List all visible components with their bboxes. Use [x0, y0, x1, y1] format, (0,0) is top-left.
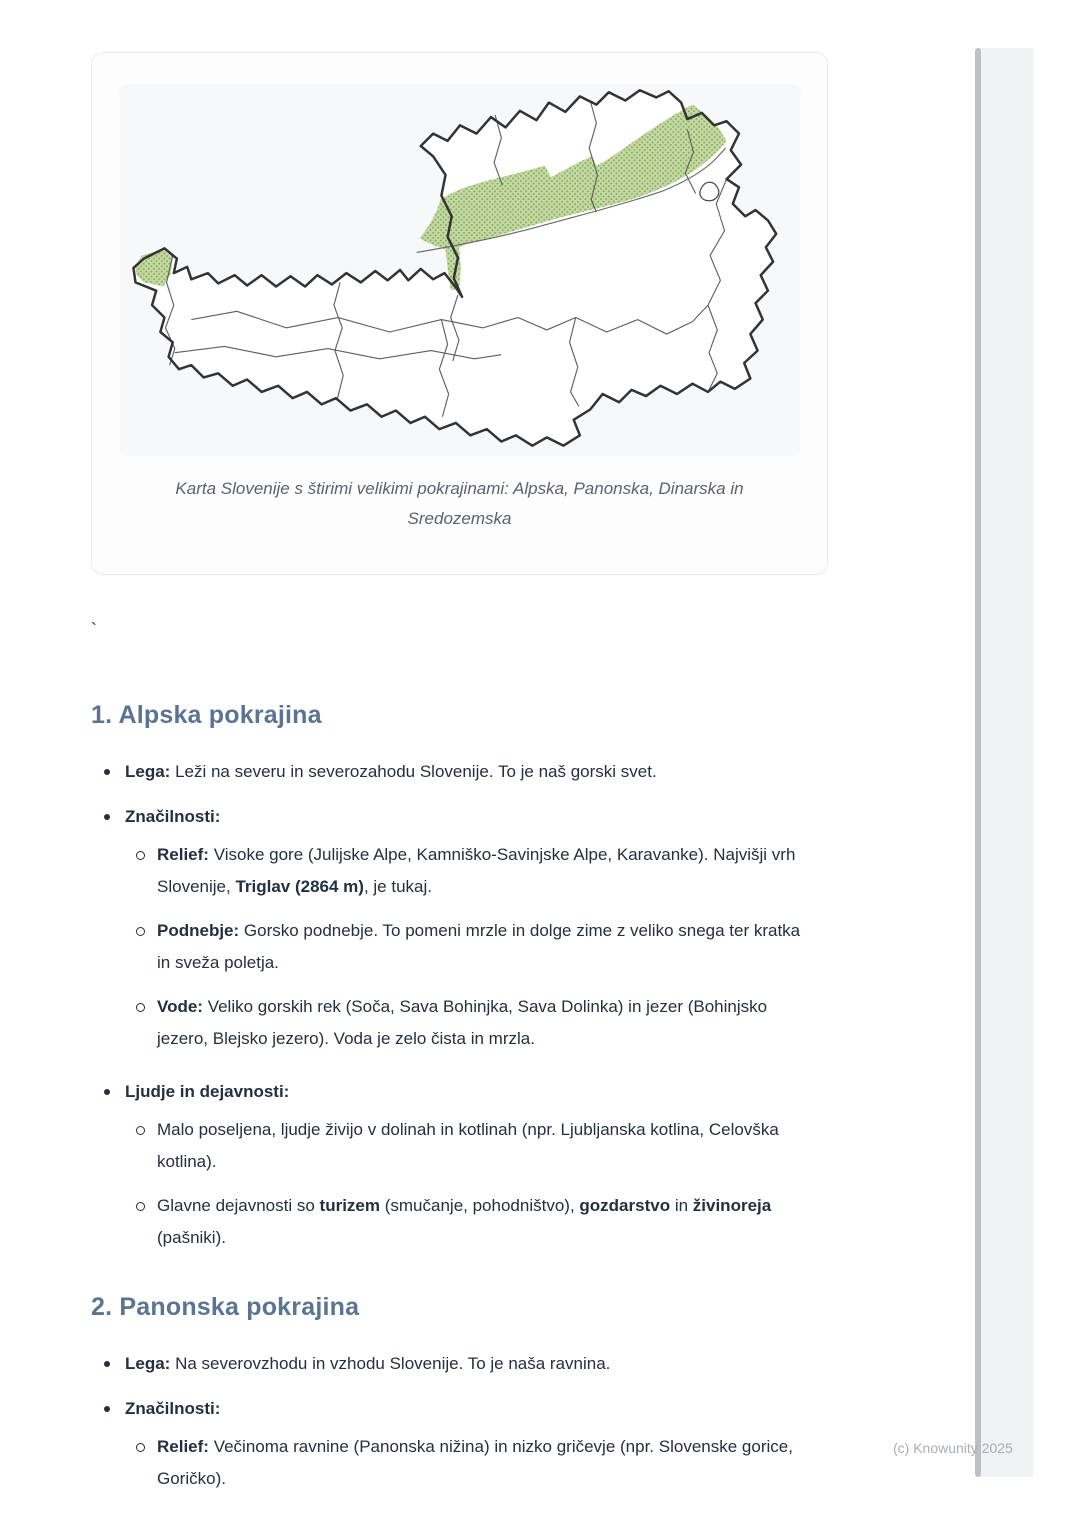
list-item: [91, 1190, 836, 1254]
list-item: [91, 756, 836, 788]
list-item: [91, 1393, 836, 1425]
list-item-text: Značilnosti:: [125, 807, 221, 826]
bullet-circle-icon: [136, 851, 145, 860]
bullet-list: [91, 756, 836, 1254]
list-item-text: Ljudje in dejavnosti:: [125, 1082, 290, 1101]
list-item-text: Glavne dejavnosti so turizem (smučanje, pohodništvo), gozdarstvo in živinoreja (pašniki).: [157, 1196, 772, 1247]
list-item-text: Lega: Na severovzhodu in vzhodu Slovenije. To je naša ravnina.: [125, 1354, 611, 1373]
list-item: [91, 991, 836, 1055]
list-item-text: Lega: Leži na severu in severozahodu Slovenije. To je naš gorski svet.: [125, 762, 657, 781]
list-item: [91, 1431, 836, 1495]
list-item-text: Podnebje: Gorsko podnebje. To pomeni mrzle in dolge zime z veliko snega ter kratka in sveža poletja.: [157, 921, 801, 972]
stray-backtick: `: [91, 620, 97, 640]
side-panel: [978, 48, 1033, 1477]
bullet-circle-icon: [136, 1443, 145, 1452]
section-heading: 2. Panonska pokrajina: [91, 1293, 360, 1321]
list-item-text: Vode: Veliko gorskih rek (Soča, Sava Bohinjka, Sava Dolinka) in jezer (Bohinjsko jezero, Blejsko jezero). Voda je zelo čista in mrzla.: [157, 997, 768, 1048]
bullet-circle-icon: [136, 1003, 145, 1012]
list-item: [91, 1076, 836, 1108]
bullet-circle-icon: [136, 927, 145, 936]
bullet-disc-icon: [104, 814, 110, 820]
bullet-list: [91, 1348, 836, 1495]
list-item-text: Značilnosti:: [125, 1399, 221, 1418]
map-caption: Karta Slovenije s štirimi velikimi pokrajinami: Alpska, Panonska, Dinarska in Sredozemska: [175, 479, 744, 528]
list-item-text: Relief: Visoke gore (Julijske Alpe, Kamniško-Savinjske Alpe, Karavanke). Najvišji vrh Slovenije, Triglav (2864 m), je tukaj.: [157, 845, 796, 896]
list-item: [91, 801, 836, 833]
vienna-outline: [700, 182, 719, 200]
list-item: [91, 915, 836, 979]
bullet-disc-icon: [104, 1361, 110, 1367]
bullet-disc-icon: [104, 769, 110, 775]
map-panel: [119, 84, 801, 456]
watermark: (c) Knowunity 2025: [893, 1440, 1013, 1456]
bullet-disc-icon: [104, 1406, 110, 1412]
section-heading: 1. Alpska pokrajina: [91, 701, 322, 729]
list-item-text: Malo poseljena, ljudje živijo v dolinah in kotlinah (npr. Ljubljanska kotlina, Celovška kotlina).: [157, 1120, 779, 1171]
list-item: [91, 1114, 836, 1178]
map-card: [91, 52, 828, 575]
list-item-text: Relief: Večinoma ravnine (Panonska nižina) in nizko gričevje (npr. Slovenske gorice, Goričko).: [157, 1437, 793, 1488]
list-item: [91, 1348, 836, 1380]
content: [91, 700, 836, 1507]
bullet-circle-icon: [136, 1126, 145, 1135]
bullet-circle-icon: [136, 1202, 145, 1211]
regions-map: [119, 84, 801, 456]
bullet-disc-icon: [104, 1089, 110, 1095]
scrollbar-thumb[interactable]: [975, 48, 981, 1477]
list-item: [91, 839, 836, 903]
